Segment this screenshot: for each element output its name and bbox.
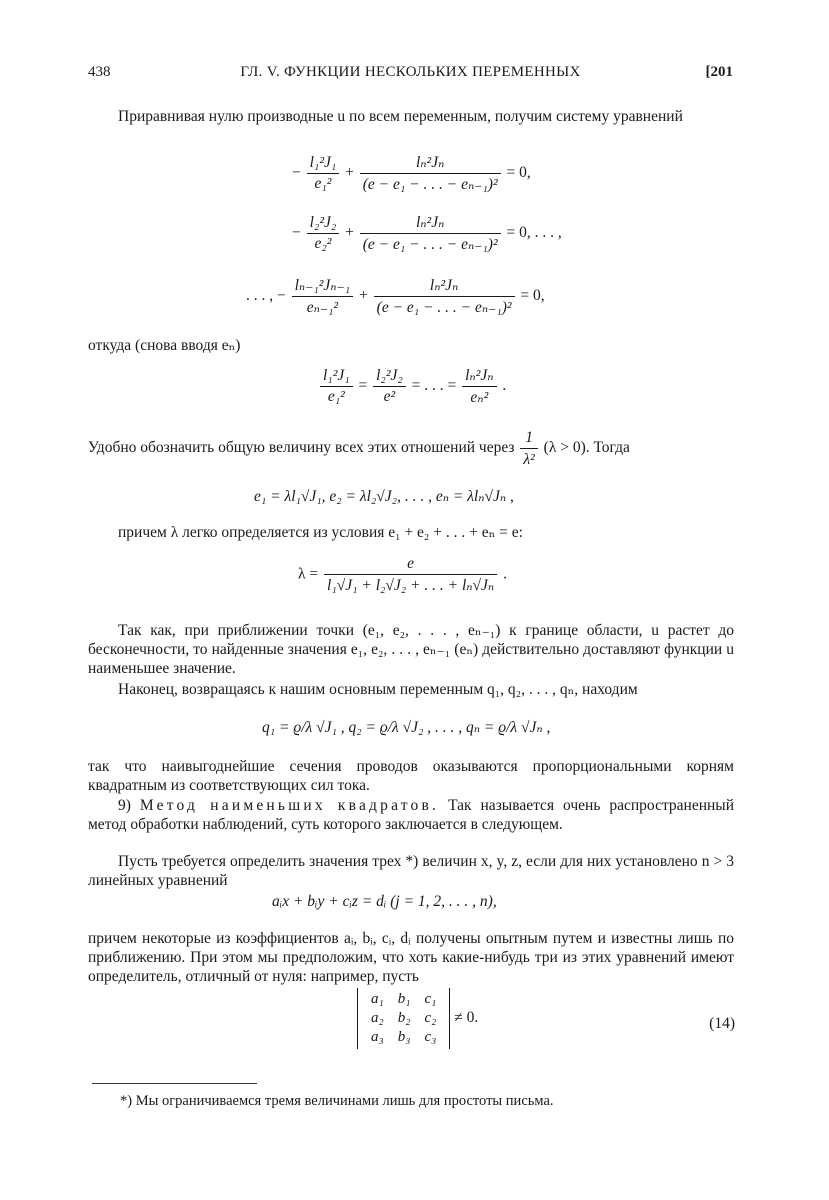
paragraph-unknowns: Пусть требуется определить значения трех *) величин x, y, z, если для них установлено n > 3 линейных уравнений (88, 853, 734, 889)
determinant-row: a₂ b₂ c₂ (371, 1010, 437, 1026)
fraction: $\frac{e}{\text{l₁√J₁ + l₂√J₂ + . . . + lₙ√Jₙ}}$ (324, 555, 497, 595)
e-values-equation: e₁ = λl₁√J₁, e₂ = λl₂√J₂, . . . , eₙ = λlₙ√Jₙ , (254, 488, 514, 505)
paragraph-conclusion: так что наивыгоднейшие сечения проводов оказываются пропорциональными корням квадратным из соответствующих сил тока. (88, 758, 734, 794)
q-values-equation: q₁ = ϱ/λ √J₁ , q₂ = ϱ/λ √J₂ , . . . , qₙ = ϱ/λ √Jₙ , (262, 719, 551, 736)
fraction: $\frac{\text{lₙ²Jₙ}}{\text{(e − e₁ − . . . − eₙ₋₁)²}}$ (374, 276, 515, 317)
inline-fraction: $\frac{1}{\text{λ²}}$ (520, 428, 537, 469)
equation-number: (14) (709, 1015, 735, 1032)
paragraph-finally: Наконец, возвращаясь к нашим основным переменным q₁, q₂, . . . , qₙ, находим (118, 681, 638, 698)
fraction: $\frac{\text{lₙ²Jₙ}}{\text{(e − e₁ − . . . − eₙ₋₁)²}}$ (360, 153, 501, 194)
paragraph-least-squares: 9) Метод наименьших квадратов. Так называется очень распространенный метод обработки наблюдений, суть которого заключается в следующем. (88, 797, 735, 833)
page-number: 438 (88, 64, 111, 80)
fraction: $\frac{\text{l₁²J₁}}{\text{e₁²}}$ (307, 154, 340, 193)
footnote-divider (92, 1083, 257, 1084)
footnote: *) Мы ограничиваемся тремя величинами лишь для простоты письма. (120, 1093, 554, 1109)
fraction: $\frac{\text{lₙ²Jₙ}}{\text{eₙ²}}$ (462, 366, 496, 407)
paragraph-boundary: Так как, при приближении точки (e₁, e₂, . . . , eₙ₋₁) к границе области, u растет до бесконечности, то найденные значения e₁, e₂, . . . , eₙ₋₁ (eₙ) действительно доставляют функции u наименьшее значение. (88, 622, 734, 677)
ratio-equation: $\frac{\text{l₁²J₁}}{\text{e₁²}}$ = $\frac{\text{l₂²J₂}}{\text{e²}}$ = . . . = $\frac{\text{lₙ²Jₙ}}{\text{eₙ²}}$ . (318, 366, 506, 407)
paragraph-whence: откуда (снова вводя eₙ) (88, 337, 241, 354)
fraction: $\frac{\text{lₙ₋₁²Jₙ₋₁}}{\text{eₙ₋₁²}}$ (292, 276, 354, 317)
determinant-equation: a₁ b₁ c₁ a₂ b₂ c₂ a₃ b₃ c₃ ≠ 0. (357, 988, 478, 1049)
determinant-row: a₃ b₃ c₃ (371, 1029, 437, 1045)
running-header (88, 64, 733, 84)
paragraph-lambda: причем λ легко определяется из условия e₁ + e₂ + . . . + eₙ = e: (118, 524, 523, 541)
system-equation-3: . . . , − $\frac{\text{lₙ₋₁²Jₙ₋₁}}{\text{eₙ₋₁²}}$ + $\frac{\text{lₙ²Jₙ}}{\text{(e − e₁ − . . . − eₙ₋₁)²}}$ = 0, (246, 277, 545, 316)
system-equation-2: − $\frac{\text{l₂²J₂}}{\text{e₂²}}$ + $\frac{\text{lₙ²Jₙ}}{\text{(e − e₁ − . . . − eₙ₋₁)²}}$ = 0, . . . , (292, 214, 562, 253)
section-number: [201 (705, 64, 733, 80)
fraction: $\frac{\text{l₂²J₂}}{\text{e₂²}}$ (307, 214, 340, 253)
determinant-row: a₁ b₁ c₁ (371, 991, 437, 1007)
fraction: $\frac{\text{l₁²J₁}}{\text{e₁²}}$ (320, 367, 353, 406)
lambda-equation: λ = $\frac{e}{\text{l₁√J₁ + l₂√J₂ + . . . + lₙ√Jₙ}}$ . (298, 555, 507, 594)
linear-system-equation: aᵢx + bᵢy + cᵢz = dᵢ (j = 1, 2, . . . , n), (272, 893, 497, 910)
fraction: $\frac{\text{l₂²J₂}}{\text{e²}}$ (373, 367, 406, 406)
system-equation-1: − $\frac{\text{l₁²J₁}}{\text{e₁²}}$ + $\frac{\text{lₙ²Jₙ}}{\text{(e − e₁ − . . . − eₙ₋₁)²}}$ = 0, (292, 154, 531, 193)
method-title: Метод наименьших квадратов. (139, 797, 440, 814)
paragraph-notation: Удобно обозначить общую величину всех этих отношений через $\frac{1}{\text{λ²}}$ (λ > 0). Тогда (88, 429, 630, 468)
paragraph-intro: Приравнивая нулю производные u по всем переменным, получим систему уравнений (118, 108, 683, 125)
determinant (357, 988, 450, 1049)
chapter-title: ГЛ. V. ФУНКЦИИ НЕСКОЛЬКИХ ПЕРЕМЕННЫХ (240, 64, 581, 80)
paragraph-coefficients: причем некоторые из коэффициентов aᵢ, bᵢ, cᵢ, dᵢ получены опытным путем и известны лишь по приближению. При этом мы предположим, что хоть какие-нибудь три из этих уравнений имеют определитель, отличный от нуля: например, пусть (88, 930, 734, 985)
fraction: $\frac{\text{lₙ²Jₙ}}{\text{(e − e₁ − . . . − eₙ₋₁)²}}$ (360, 213, 501, 254)
